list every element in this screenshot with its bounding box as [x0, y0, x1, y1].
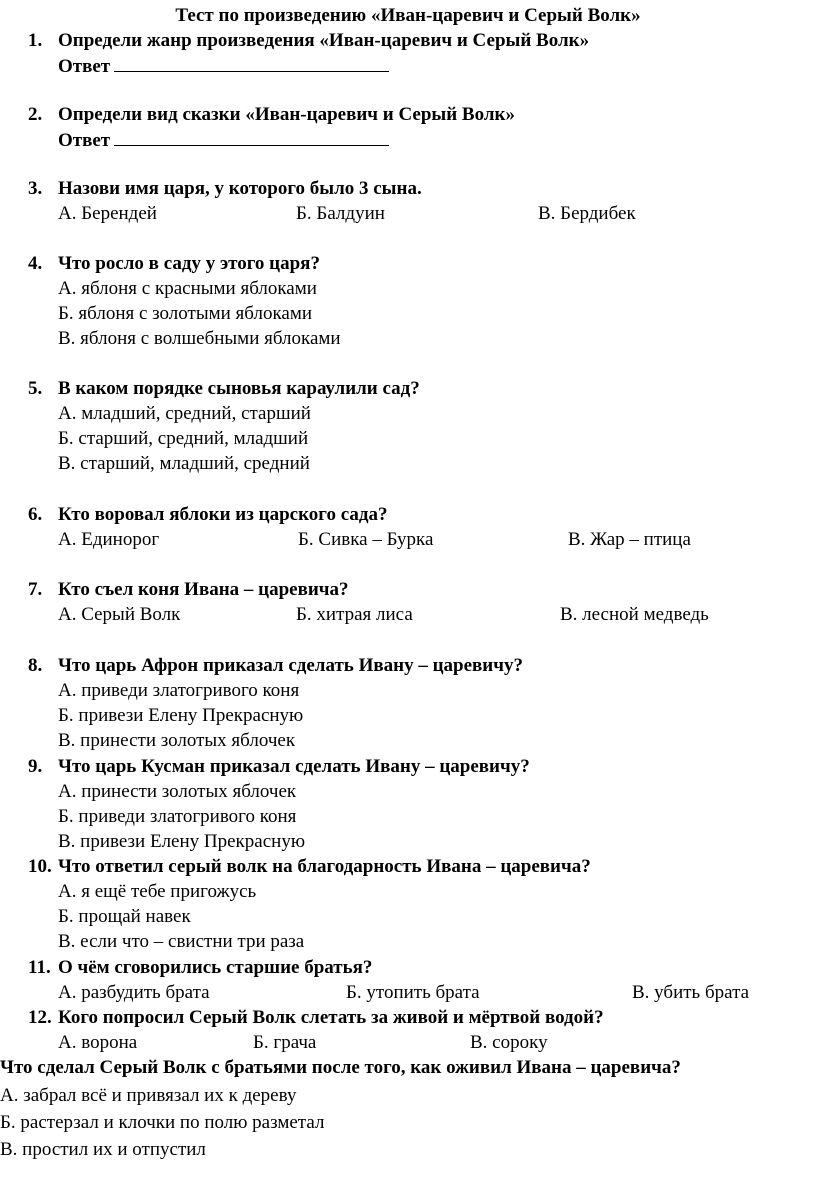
question-text: Что царь Афрон приказал сделать Ивану – царевичу?	[58, 655, 523, 676]
question-text: Кого попросил Серый Волк слетать за живой и мёртвой водой?	[58, 1007, 604, 1028]
question-text: Определи жанр произведения «Иван-царевич и Серый Волк»	[58, 30, 590, 51]
question-6	[28, 503, 810, 552]
question-text: Кто съел коня Ивана – царевича?	[58, 579, 349, 600]
question-12	[28, 1006, 810, 1055]
option-b[interactable]: Б. приведи златогривого коня	[58, 806, 297, 827]
question-8	[28, 654, 810, 753]
question-text: О чём сговорились старшие братья?	[58, 957, 373, 978]
answer-label: Ответ	[58, 130, 111, 151]
question-text: Что ответил серый волк на благодарность Ивана – царевича?	[58, 856, 591, 877]
question-7	[28, 578, 810, 627]
option-b[interactable]: Б. хитрая лиса	[296, 604, 413, 625]
option-a[interactable]: А. принести золотых яблочек	[58, 781, 297, 802]
question-number: 4.	[28, 253, 43, 274]
option-c[interactable]: В. Жар – птица	[568, 529, 691, 550]
option-c[interactable]: В. Бердибек	[538, 203, 636, 224]
option-b[interactable]: Б. яблоня с золотыми яблоками	[58, 303, 313, 324]
option-a[interactable]: А. приведи златогривого коня	[58, 680, 300, 701]
option-c[interactable]: В. убить брата	[632, 982, 750, 1003]
question-1	[28, 29, 810, 78]
question-3	[28, 177, 810, 226]
question-number: 1.	[28, 30, 43, 51]
option-b[interactable]: Б. утопить брата	[346, 982, 480, 1003]
option-b[interactable]: Б. растерзал и клочки по полю разметал	[0, 1112, 325, 1133]
question-9	[28, 755, 810, 854]
option-a[interactable]: А. разбудить брата	[58, 982, 210, 1003]
option-a[interactable]: А. младший, средний, старший	[58, 403, 311, 424]
option-a[interactable]: А. Серый Волк	[58, 604, 181, 625]
option-c[interactable]: В. сороку	[470, 1032, 548, 1053]
answer-line[interactable]	[114, 53, 389, 72]
question-2	[28, 103, 810, 152]
question-number: 11.	[28, 957, 51, 978]
option-c[interactable]: В. яблоня с волшебными яблоками	[58, 328, 341, 349]
option-a[interactable]: А. Берендей	[58, 203, 157, 224]
option-a[interactable]: А. забрал всё и привязал их к дереву	[0, 1085, 297, 1106]
final-question	[0, 1055, 816, 1163]
option-b[interactable]: Б. прощай навек	[58, 906, 191, 927]
question-number: 8.	[28, 655, 43, 676]
question-5	[28, 377, 810, 476]
question-text: Что росло в саду у этого царя?	[58, 253, 320, 274]
question-text: В каком порядке сыновья караулили сад?	[58, 378, 420, 399]
question-number: 9.	[28, 756, 43, 777]
option-a[interactable]: А. Единорог	[58, 529, 160, 550]
option-b[interactable]: Б. Балдуин	[296, 203, 385, 224]
question-text: Кто воровал яблоки из царского сада?	[58, 504, 388, 525]
option-c[interactable]: В. привези Елену Прекрасную	[58, 831, 306, 852]
question-10	[28, 855, 810, 954]
question-text: Назови имя царя, у которого было 3 сына.	[58, 178, 422, 199]
page-title: Тест по произведению «Иван-царевич и Серый Волк»	[175, 5, 641, 26]
option-b[interactable]: Б. старший, средний, младший	[58, 428, 309, 449]
question-number: 12.	[28, 1007, 52, 1028]
answer-field[interactable]	[28, 53, 810, 78]
question-number: 3.	[28, 178, 43, 199]
question-number: 2.	[28, 104, 43, 125]
option-c[interactable]: В. если что – свистни три раза	[58, 931, 305, 952]
question-11	[28, 956, 810, 1005]
question-text: Что сделал Серый Волк с братьями после того, как оживил Ивана – царевича?	[0, 1057, 681, 1078]
question-text: Что царь Кусман приказал сделать Ивану – царевичу?	[58, 756, 530, 777]
question-text: Определи вид сказки «Иван-царевич и Серый Волк»	[58, 104, 515, 125]
option-c[interactable]: В. простил их и отпустил	[0, 1139, 206, 1160]
option-c[interactable]: В. лесной медведь	[560, 604, 709, 625]
option-c[interactable]: В. принести золотых яблочек	[58, 730, 296, 751]
answer-label: Ответ	[58, 56, 111, 77]
option-c[interactable]: В. старший, младший, средний	[58, 453, 310, 474]
option-b[interactable]: Б. привези Елену Прекрасную	[58, 705, 304, 726]
question-number: 6.	[28, 504, 43, 525]
question-number: 5.	[28, 378, 43, 399]
question-number: 10.	[28, 856, 52, 877]
option-a[interactable]: А. яблоня с красными яблоками	[58, 278, 317, 299]
question-4	[28, 252, 810, 351]
option-a[interactable]: А. ворона	[58, 1032, 138, 1053]
answer-line[interactable]	[114, 127, 389, 146]
question-number: 7.	[28, 579, 43, 600]
option-b[interactable]: Б. грача	[253, 1032, 317, 1053]
answer-field[interactable]	[28, 127, 810, 152]
option-a[interactable]: А. я ещё тебе пригожусь	[58, 881, 257, 902]
option-b[interactable]: Б. Сивка – Бурка	[298, 529, 434, 550]
